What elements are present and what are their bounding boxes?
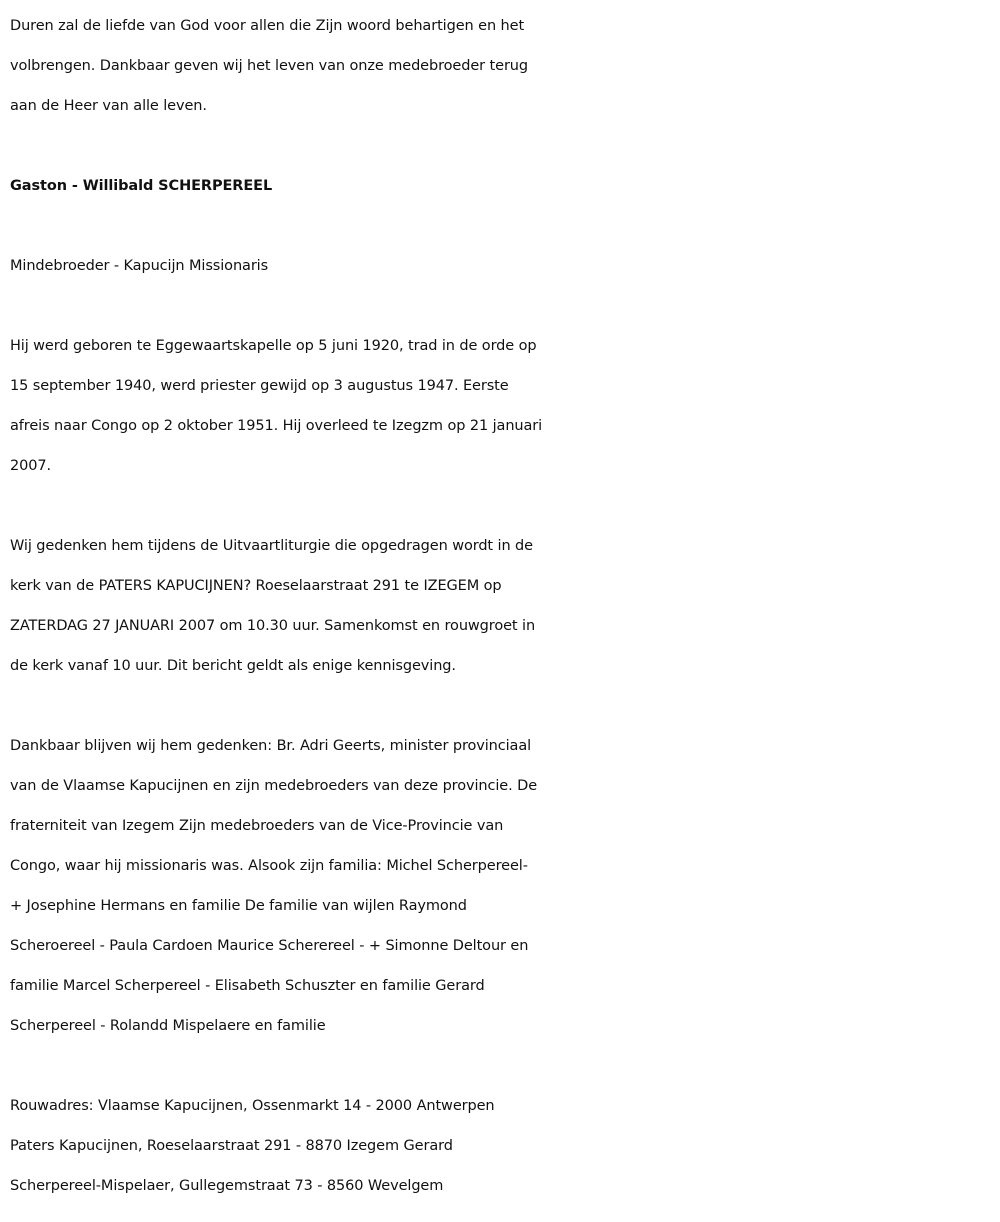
- funeral-paragraph: [10, 526, 995, 686]
- paragraph-gap: [10, 486, 995, 526]
- intro-paragraph: [10, 6, 995, 126]
- deceased-role: Mindebroeder - Kapucijn Missionaris: [10, 258, 269, 274]
- mourners-paragraph: [10, 726, 995, 1046]
- biography-line: Hij werd geboren te Eggewaartskapelle op 5 juni 1920, trad in de orde op: [10, 338, 537, 354]
- intro-line: Duren zal de liefde van God voor allen die Zijn woord behartigen en het: [10, 18, 525, 34]
- biography-line: 2007.: [10, 458, 52, 474]
- mourners-line: van de Vlaamse Kapucijnen en zijn medebroeders van deze provincie. De: [10, 778, 538, 794]
- intro-line: aan de Heer van alle leven.: [10, 98, 207, 114]
- deceased-name: Gaston - Willibald SCHERPEREEL: [10, 178, 273, 194]
- mourners-line: + Josephine Hermans en familie De familie van wijlen Raymond: [10, 898, 467, 914]
- mourners-line: familie Marcel Scherpereel - Elisabeth Schuszter en familie Gerard: [10, 978, 485, 994]
- mourners-line: fraterniteit van Izegem Zijn medebroeders van de Vice-Provincie van: [10, 818, 504, 834]
- funeral-line: kerk van de PATERS KAPUCIJNEN? Roeselaarstraat 291 te IZEGEM op: [10, 578, 502, 594]
- paragraph-gap: [10, 206, 995, 246]
- biography-line: 15 september 1940, werd priester gewijd op 3 augustus 1947. Eerste: [10, 378, 509, 394]
- paragraph-gap: [10, 686, 995, 726]
- obituary-document: [10, 6, 995, 1206]
- paragraph-gap: [10, 126, 995, 166]
- intro-line: volbrengen. Dankbaar geven wij het leven van onze medebroeder terug: [10, 58, 528, 74]
- address-line: Scherpereel-Mispelaer, Gullegemstraat 73 - 8560 Wevelgem: [10, 1178, 444, 1194]
- funeral-line: Wij gedenken hem tijdens de Uitvaartliturgie die opgedragen wordt in de: [10, 538, 533, 554]
- mourners-line: Dankbaar blijven wij hem gedenken: Br. Adri Geerts, minister provinciaal: [10, 738, 532, 754]
- mourners-line: Scheroereel - Paula Cardoen Maurice Scherereel - + Simonne Deltour en: [10, 938, 529, 954]
- biography-line: afreis naar Congo op 2 oktober 1951. Hij overleed te Izegzm op 21 januari: [10, 418, 543, 434]
- mourners-line: Congo, waar hij missionaris was. Alsook zijn familia: Michel Scherpereel-: [10, 858, 528, 874]
- paragraph-gap: [10, 286, 995, 326]
- address-line: Rouwadres: Vlaamse Kapucijnen, Ossenmarkt 14 - 2000 Antwerpen: [10, 1098, 495, 1114]
- address-paragraph: [10, 1086, 995, 1206]
- funeral-line: de kerk vanaf 10 uur. Dit bericht geldt als enige kennisgeving.: [10, 658, 456, 674]
- address-line: Paters Kapucijnen, Roeselaarstraat 291 - 8870 Izegem Gerard: [10, 1138, 453, 1154]
- paragraph-gap: [10, 1046, 995, 1086]
- mourners-line: Scherpereel - Rolandd Mispelaere en familie: [10, 1018, 326, 1034]
- biography-paragraph: [10, 326, 995, 486]
- funeral-line: ZATERDAG 27 JANUARI 2007 om 10.30 uur. Samenkomst en rouwgroet in: [10, 618, 536, 634]
